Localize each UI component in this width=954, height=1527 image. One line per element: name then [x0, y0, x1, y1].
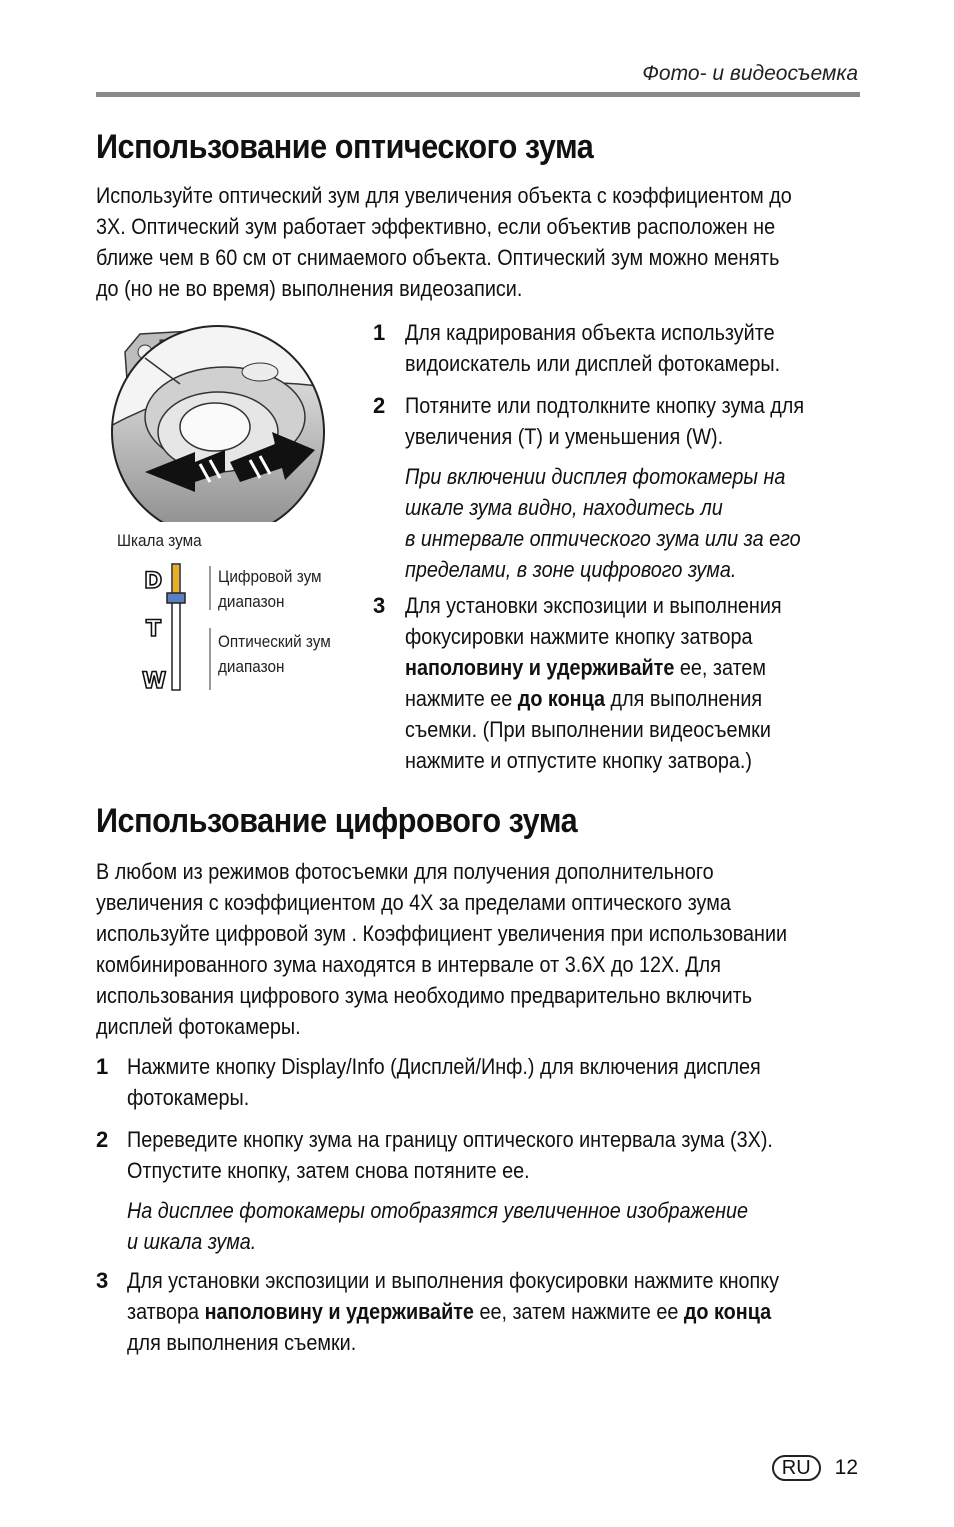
language-badge: RU: [772, 1455, 821, 1481]
step-note: На дисплее фотокамеры отобразятся увеличенное изображение и шкала зума.: [127, 1198, 749, 1254]
header-rule: [96, 92, 860, 97]
step-number: 3: [373, 593, 386, 618]
zoom-scale-letter-t: T: [146, 617, 162, 642]
step-text: Для установки экспозиции и выполнения фокусировки нажмите кнопку затвора наполовину и удерживайте ее, затем нажмите ее до конца для выполнения съемки. (При выполнении видеосъемки нажмите и отпустите кнопку затвора.): [405, 593, 782, 773]
zoom-scale-caption: Шкала зума: [117, 531, 202, 550]
step-number: 3: [96, 1268, 109, 1293]
step-number: 2: [96, 1127, 109, 1152]
step-text: Потяните или подтолкните кнопку зума для увеличения (T) и уменьшения (W).: [405, 393, 805, 449]
step-number: 2: [373, 393, 386, 418]
step-text: Для установки экспозиции и выполнения фокусировки нажмите кнопку затвора наполовину и удерживайте ее, затем нажмите ее до конца для выполнения съемки.: [127, 1268, 780, 1355]
running-header: Фото- и видеосъемка: [642, 62, 858, 85]
optical-zoom-intro: Используйте оптический зум для увеличения объекта с коэффициентом до 3X. Оптический зум работает эффективно, если объектив расположен не ближе чем в 60 см от снимаемого объекта. Оптический зум можно менять до (но не во время) выполнения видеозаписи.: [96, 183, 792, 301]
digital-zoom-range-label: Цифровой зум диапазон: [218, 567, 322, 611]
page-number: 12: [834, 1456, 858, 1479]
section-title-digital-zoom: Использование цифрового зума: [96, 802, 578, 840]
step-note: При включении дисплея фотокамеры на шкале зума видно, находитесь ли в интервале оптического зума или за его пределами, в зоне цифрового зума.: [405, 464, 801, 582]
camera-zoom-illustration: [100, 322, 350, 522]
step-text: Для кадрирования объекта используйте видоискатель или дисплей фотокамеры.: [405, 320, 781, 376]
zoom-scale-letter-d: D: [144, 569, 163, 594]
step-text: Нажмите кнопку Display/Info (Дисплей/Инф.) для включения дисплея фотокамеры.: [127, 1054, 761, 1110]
digital-zoom-intro: В любом из режимов фотосъемки для получения дополнительного увеличения с коэффициентом до 4X за пределами оптического зума используйте цифровой зум . Коэффициент увеличения при использовании комбинированного зума находятся в интервале от 3.6X до 12X. Для использования цифрового зума необходимо предварительно включить дисплей фотокамеры.: [96, 859, 788, 1039]
step-number: 1: [96, 1054, 109, 1079]
zoom-scale-diagram: [140, 560, 220, 700]
step-text: Переведите кнопку зума на границу оптического интервала зума (3X). Отпустите кнопку, затем снова потяните ее.: [127, 1127, 773, 1183]
optical-zoom-range-label: Оптический зум диапазон: [218, 632, 331, 676]
page-footer: [772, 1455, 858, 1481]
step-number: 1: [373, 320, 386, 345]
section-title-optical-zoom: Использование оптического зума: [96, 128, 594, 166]
zoom-scale-letter-w: W: [142, 669, 167, 694]
